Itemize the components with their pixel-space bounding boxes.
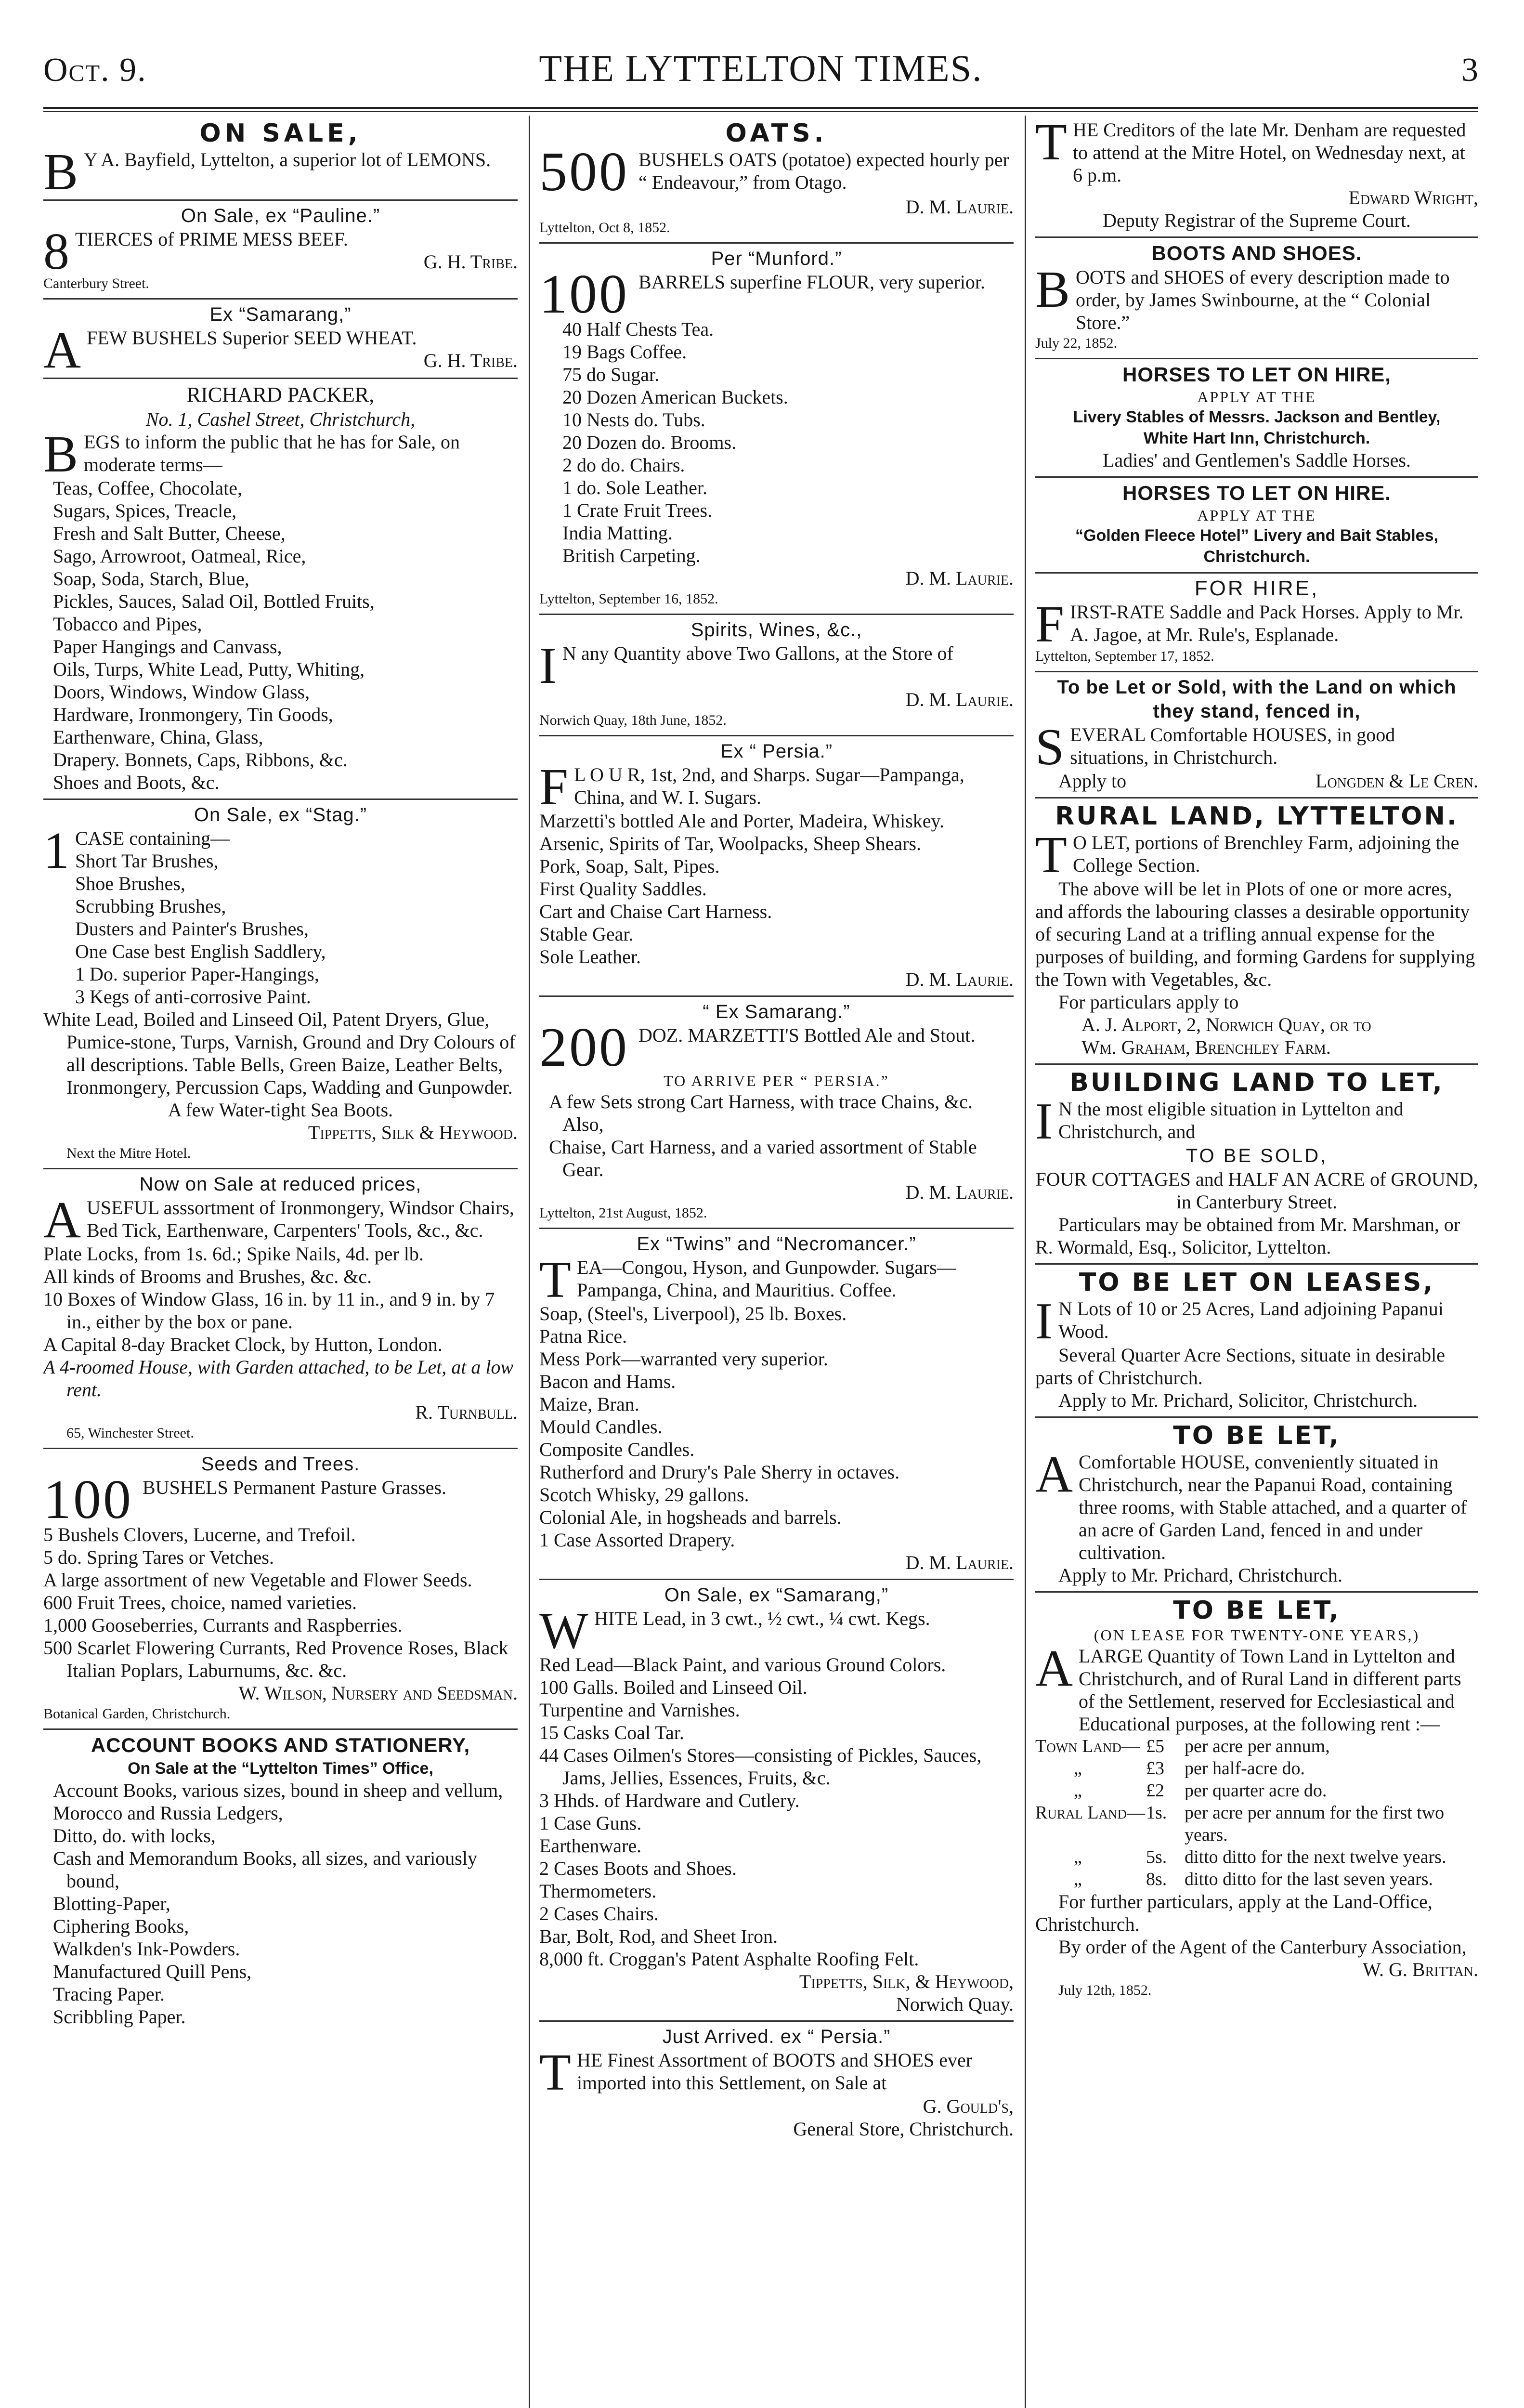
ad-line: Red Lead—Black Paint, and various Ground Colors. [539, 1654, 946, 1675]
drop-cap: T [539, 1251, 571, 1309]
rate-label: Town Land— [1035, 1736, 1140, 1756]
rate-desc: per half-acre do. [1185, 1758, 1305, 1779]
ad-text: N the most eligible situation in Lyttelton and Christchurch, and [1058, 1098, 1404, 1142]
ad-address: No. 1, Cashel Street, Christchurch, [145, 408, 416, 430]
ad-intro: BUSHELS Permanent Pasture Grasses. [143, 1477, 447, 1498]
drop-cap: 1 [43, 822, 69, 879]
ad-heading: Seeds and Trees. [201, 1453, 360, 1475]
ad-text: N Lots of 10 or 25 Acres, Land adjoining Papanui Wood. [1058, 1298, 1444, 1342]
drop-cap: A [1035, 1446, 1073, 1503]
ad-oats [539, 116, 1014, 244]
ad-twins-necromancer [539, 1229, 1014, 1580]
ad-for-hire [1035, 574, 1478, 672]
ad-text: Y A. Bayfield, Lyttelton, a superior lot of LEMONS. [84, 149, 491, 170]
list-item: Soap, Soda, Starch, Blue, [53, 568, 249, 589]
ad-ex-samarang [539, 997, 1014, 1229]
ad-intro: DOZ. MARZETTI'S Bottled Ale and Stout. [638, 1024, 976, 1046]
large-number: 100 [43, 1469, 133, 1531]
ad-date: July 12th, 1852. [1058, 1982, 1152, 1998]
ad-subheading: TO BE SOLD, [1185, 1145, 1328, 1166]
list-item: Hardware, Ironmongery, Tin Goods, [53, 704, 333, 725]
ad-lease-land [1035, 1593, 1478, 2005]
ad-line: Pork, Soap, Salt, Pipes. [539, 855, 720, 877]
ad-signature: D. M. Laurie. [905, 689, 1014, 710]
ad-line: 1,000 Gooseberries, Currants and Raspberries. [43, 1614, 403, 1636]
ad-signature: A. J. Alport, 2, Norwich Quay, or to [1081, 1014, 1371, 1035]
list-item: Morocco and Russia Ledgers, [53, 1802, 283, 1824]
ad-text: L O U R, 1st, 2nd, and Sharps. Sugar—Pampanga, China, and W. I. Sugars. [574, 764, 964, 808]
list-item: British Carpeting. [562, 545, 701, 566]
ad-line: 1 Case Assorted Drapery. [539, 1529, 735, 1551]
ad-address: General Store, Christchurch. [793, 2118, 1014, 2140]
column-3 [1035, 116, 1478, 2408]
notice-creditors [1035, 116, 1478, 238]
list-item: Manufactured Quill Pens, [53, 1961, 252, 1982]
ad-text: BUSHELS OATS (potatoe) expected hourly per “ Endeavour,” from Otago. [638, 149, 1009, 193]
ad-order: By order of the Agent of the Canterbury Association, [1058, 1936, 1467, 1958]
ad-subheading: On Sale at the “Lyttelton Times” Office, [128, 1759, 433, 1778]
table-row [1035, 1757, 1478, 1780]
ad-line: Bacon and Hams. [539, 1371, 676, 1392]
ad-intro: CASE containing— [75, 827, 230, 849]
ad-line: Stable Gear. [539, 923, 634, 945]
rate-label: „ [1074, 1758, 1082, 1779]
column-divider-2 [1025, 116, 1026, 2408]
drop-cap: F [539, 759, 569, 816]
ad-line: Bar, Bolt, Rod, and Sheet Iron. [539, 1925, 778, 1947]
rate-desc: per acre per annum for the first two years. [1185, 1803, 1445, 1845]
ad-signature: G. Gould's, [923, 2095, 1014, 2117]
column-divider-1 [529, 116, 530, 2408]
ad-line: 2 Cases Chairs. [539, 1903, 659, 1924]
ad-heading: “ Ex Samarang.” [703, 1001, 850, 1022]
ad-heading: FOR HIRE, [1194, 576, 1319, 600]
ad-intro: EGS to inform the public that he has for Sale, on moderate terms— [84, 431, 460, 475]
ad-text: IRST-RATE Saddle and Pack Horses. Apply to Mr. A. Jagoe, at Mr. Rule's, Esplanade. [1070, 601, 1464, 645]
list-item: Drapery. Bonnets, Caps, Ribbons, &c. [53, 749, 348, 771]
ad-body: Apply to Mr. Prichard, Solicitor, Christchurch. [1058, 1389, 1418, 1411]
ad-text: HITE Lead, in 3 cwt., ½ cwt., ¼ cwt. Kegs. [594, 1608, 930, 1629]
ad-line: 8,000 ft. Croggan's Patent Asphalte Roofing Felt. [539, 1948, 919, 1970]
list-item: Earthenware, China, Glass, [53, 726, 263, 748]
ad-body: Several Quarter Acre Sections, situate in desirable parts of Christchurch. [1035, 1344, 1446, 1388]
ad-line: Soap, (Steel's, Liverpool), 25 lb. Boxes. [539, 1303, 847, 1324]
large-number: 100 [539, 263, 629, 325]
ad-heading: HORSES TO LET ON HIRE. [1122, 482, 1391, 504]
ad-turnbull [43, 1169, 518, 1449]
list-item: India Matting. [562, 522, 673, 544]
list-item: 20 Dozen do. Brooms. [562, 432, 737, 453]
ad-line: White Hart Inn, Christchurch. [1143, 429, 1370, 447]
list-item: Ditto, do. with locks, [53, 1825, 216, 1846]
ad-line: 5 do. Spring Tares or Vetches. [43, 1546, 274, 1568]
ad-heading: BOOTS AND SHOES. [1151, 242, 1362, 264]
large-number: 200 [539, 1017, 629, 1078]
masthead [43, 47, 1478, 106]
ad-text: O LET, portions of Brenchley Farm, adjoining the College Section. [1072, 832, 1459, 876]
ad-heading: Now on Sale at reduced prices, [139, 1174, 422, 1195]
ad-line: 15 Casks Coal Tar. [539, 1722, 684, 1743]
ad-signature: D. M. Laurie. [905, 196, 1014, 218]
ad-line: Turpentine and Varnishes. [539, 1699, 740, 1721]
ad-signature: W. Wilson, Nursery and Seedsman. [238, 1682, 518, 1704]
drop-cap: I [539, 637, 557, 694]
ad-line: Sole Leather. [539, 946, 641, 968]
list-item: Sugars, Spices, Treacle, [53, 500, 237, 522]
ad-text: Comfortable HOUSE, conveniently situated in Christchurch, near the Papanui Road, containing three rooms, with Stable attached, and a quarter of an acre of Garden Land, fenced in and under cultivation. [1079, 1451, 1467, 1563]
drop-cap: I [1035, 1093, 1053, 1150]
ad-address: Botanical Garden, Christchurch. [43, 1706, 231, 1722]
ad-heading: Just Arrived. ex “ Persia.” [662, 2026, 891, 2047]
ad-samarang-lead [539, 1580, 1014, 2022]
ad-signature: G. H. Tribe. [423, 251, 518, 273]
list-item: 3 Kegs of anti-corrosive Paint. [75, 986, 311, 1008]
list-item: Shoes and Boots, &c. [53, 772, 220, 793]
ad-text: FEW BUSHELS Superior SEED WHEAT. [87, 327, 417, 349]
ad-building-land [1035, 1065, 1478, 1265]
newspaper-title: THE LYTTELTON TIMES. [539, 47, 983, 89]
ad-line: 44 Cases Oilmen's Stores—consisting of Pickles, Sauces, Jams, Jellies, Essences, Fruits, &c. [539, 1744, 982, 1789]
drop-cap: T [539, 2044, 571, 2101]
ad-line: All kinds of Brooms and Brushes, &c. &c. [43, 1266, 372, 1287]
ad-line: Maize, Bran. [539, 1393, 639, 1415]
drop-cap: A [1035, 1640, 1073, 1697]
ad-line: Mould Candles. [539, 1416, 663, 1438]
list-item: Oils, Turps, White Lead, Putty, Whiting, [53, 658, 365, 680]
large-number: 500 [539, 141, 629, 203]
ad-address: Norwich Quay. [896, 1993, 1014, 2015]
drop-cap: A [43, 322, 81, 379]
ad-heading: RURAL LAND, LYTTELTON. [1055, 802, 1459, 831]
list-item: 40 Half Chests Tea. [562, 318, 714, 340]
ad-signature: D. M. Laurie. [905, 1181, 1014, 1203]
list-item: Blotting-Paper, [53, 1893, 170, 1914]
ad-heading: OATS. [725, 119, 828, 148]
ad-text: HE Finest Assortment of BOOTS and SHOES ever imported into this Settlement, on Sale at [576, 2049, 973, 2094]
rate-desc: per quarter acre do. [1185, 1780, 1327, 1801]
drop-cap: W [539, 1602, 588, 1660]
ad-line: Plate Locks, from 1s. 6d.; Spike Nails, 4d. per lb. [43, 1243, 424, 1265]
ad-heading: TO BE LET ON LEASES, [1079, 1268, 1435, 1297]
ad-line: 3 Hhds. of Hardware and Cutlery. [539, 1790, 800, 1811]
ad-heading: Spirits, Wines, &c., [690, 619, 862, 641]
table-row [1035, 1802, 1478, 1846]
list-item: Fresh and Salt Butter, Cheese, [53, 523, 286, 544]
ad-account-books [43, 1730, 518, 2033]
ad-text: EA—Congou, Hyson, and Gunpowder. Sugars—Pampanga, China, and Mauritius. Coffee. [576, 1256, 956, 1301]
ad-line: Ladies' and Gentlemen's Saddle Horses. [1103, 449, 1411, 471]
ad-text: TIERCES of PRIME MESS BEEF. [75, 228, 348, 250]
rate-amount: £3 [1146, 1758, 1164, 1779]
ad-line: Composite Candles. [539, 1439, 695, 1460]
ad-spirits-wines [539, 615, 1014, 736]
ad-signature: D. M. Laurie. [905, 1552, 1014, 1573]
rate-label: „ [1074, 1869, 1082, 1889]
goods-list [43, 477, 518, 794]
ad-richard-packer [43, 379, 518, 800]
ad-subheading: (ON LEASE FOR TWENTY-ONE YEARS,) [1094, 1626, 1420, 1644]
list-item: Doors, Windows, Window Glass, [53, 681, 310, 703]
ad-line: Arsenic, Spirits of Tar, Woolpacks, Sheep Shears. [539, 833, 921, 854]
masthead-rule-thin [43, 111, 1478, 112]
ad-seeds-trees [43, 1449, 518, 1730]
ad-heading: On Sale, ex “Stag.” [194, 804, 367, 825]
list-item: Tracing Paper. [53, 1983, 165, 2005]
table-row [1035, 1780, 1478, 1802]
ad-heading: BUILDING LAND TO LET, [1069, 1068, 1444, 1097]
ad-further: For further particulars, apply at the Land-Office, Christchurch. [1035, 1891, 1433, 1935]
drop-cap: F [1035, 596, 1065, 653]
ad-heading: ON SALE, [199, 119, 362, 148]
ad-line: 500 Scarlet Flowering Currants, Red Provence Roses, Black Italian Poplars, Laburnums, &c. &c. [43, 1637, 508, 1681]
ad-address: 65, Winchester Street. [66, 1425, 194, 1441]
list-item: Walkden's Ink-Powders. [53, 1938, 240, 1960]
ad-line: “Golden Fleece Hotel” Livery and Bait Stables, [1075, 526, 1438, 545]
ad-address: Next the Mitre Hotel. [66, 1145, 191, 1161]
ad-text: HE Creditors of the late Mr. Denham are requested to attend at the Mitre Hotel, on Wednesday next, at 6 p.m. [1072, 119, 1466, 186]
ad-signature: D. M. Laurie. [905, 968, 1014, 990]
ad-date: Lyttelton, September 17, 1852. [1035, 648, 1214, 664]
list-item: Account Books, various sizes, bound in sheep and vellum, [53, 1780, 503, 1801]
ad-line: Christchurch. [1203, 548, 1310, 566]
ad-heading: On Sale, ex “Samarang,” [664, 1584, 889, 1606]
table-row [1035, 1735, 1478, 1757]
drop-cap: A [43, 1191, 81, 1249]
list-item: One Case best English Saddlery, [75, 941, 326, 962]
goods-list [539, 318, 1014, 567]
ad-heading: ACCOUNT BOOKS AND STATIONERY, [91, 1734, 470, 1756]
ad-house: A 4-roomed House, with Garden attached, to be Let, at a low rent. [43, 1356, 514, 1400]
list-item: 1 Do. superior Paper-Hangings, [75, 963, 319, 985]
ad-heading: Per “Munford.” [711, 248, 842, 269]
ad-apply: Apply to Mr. Prichard, Christchurch. [1058, 1564, 1342, 1586]
ad-line: Marzetti's bottled Ale and Porter, Madeira, Whiskey. [539, 810, 944, 832]
rate-amount: £2 [1146, 1780, 1164, 1801]
drop-cap: T [1035, 116, 1067, 171]
ad-signature: Tippetts, Silk, & Heywood, [799, 1971, 1014, 1992]
ad-subheading: APPLY AT THE [1197, 388, 1316, 406]
ad-boots-persia [539, 2022, 1014, 2145]
ad-line: Thermometers. [539, 1880, 657, 1902]
ad-arrive: TO ARRIVE PER “ PERSIA.” [664, 1072, 889, 1089]
ad-let-on-leases [1035, 1265, 1478, 1418]
ad-signature: W. G. Brittan. [1362, 1959, 1478, 1980]
ad-signature: Wm. Graham, Brenchley Farm. [1081, 1036, 1331, 1058]
rate-label: „ [1074, 1780, 1082, 1801]
list-item: 75 do Sugar. [562, 364, 660, 385]
ad-heading: To be Let or Sold, with the Land on which they stand, fenced in, [1057, 677, 1457, 722]
ad-body: White Lead, Boiled and Linseed Oil, Patent Dryers, Glue, Pumice-stone, Turps, Varnish, Ground and Dry Colours of all descriptions. Table Bells, Green Baize, Leather Belts, Ironmongery, Percussion Caps, Wadding and Gunpowder. [43, 1008, 516, 1098]
table-row [1035, 1868, 1478, 1890]
list-item: Teas, Coffee, Chocolate, [53, 477, 242, 499]
stationery-list [43, 1779, 518, 2028]
ad-body: The above will be let in Plots of one or more acres, and affords the labouring classes a desirable opportunity of securing Land at a trifling annual expense for the purposes of building, and forming Gardens for supplying the Town with Vegetables, &c. [1035, 878, 1475, 990]
ad-heading: TO BE LET, [1173, 1596, 1341, 1625]
ad-line: A large assortment of new Vegetable and Flower Seeds. [43, 1569, 472, 1591]
ad-heading: Ex “ Persia.” [720, 741, 833, 762]
ad-line: First Quality Saddles. [539, 878, 707, 900]
rate-label: Rural Land— [1035, 1803, 1146, 1823]
list-item: Sago, Arrowroot, Oatmeal, Rice, [53, 545, 306, 567]
ad-title: Deputy Registrar of the Supreme Court. [1103, 209, 1411, 231]
ad-houses-let-sold [1035, 672, 1478, 798]
ad-line: Mess Pork—warranted very superior. [539, 1348, 828, 1370]
ad-apply: For particulars apply to [1058, 991, 1239, 1013]
ad-line: 10 Boxes of Window Glass, 16 in. by 11 in., and 9 in. by 7 in., either by the box or pane. [43, 1288, 495, 1333]
rate-amount: £5 [1146, 1736, 1164, 1756]
ad-subheading: APPLY AT THE [1197, 507, 1316, 524]
ad-signature: D. M. Laurie. [905, 567, 1014, 589]
list-item: Short Tar Brushes, [75, 850, 219, 872]
ad-signature: R. Turnbull. [415, 1401, 518, 1423]
list-item: 20 Dozen American Buckets. [562, 386, 788, 408]
ad-line: Rutherford and Drury's Pale Sherry in octaves. [539, 1461, 900, 1483]
ad-signature: Edward Wright, [1348, 187, 1478, 209]
ad-line: Cart and Chaise Cart Harness. [539, 901, 772, 922]
ad-line: 1 Case Guns. [539, 1812, 642, 1834]
ad-date: July 22, 1852. [1035, 335, 1118, 351]
list-item: Scribbling Paper. [53, 2006, 186, 2028]
ad-extra: A few Water-tight Sea Boots. [168, 1099, 393, 1121]
column-2 [539, 116, 1014, 2408]
ad-lemons [43, 116, 518, 201]
list-item: Dusters and Painter's Brushes, [75, 918, 309, 940]
list-item: 19 Bags Coffee. [562, 341, 687, 363]
drop-cap: T [1035, 826, 1067, 884]
ad-house-to-let [1035, 1418, 1478, 1593]
list-item: Cash and Memorandum Books, all sizes, and variously bound, [53, 1847, 477, 1892]
rate-desc: per acre per annum, [1185, 1736, 1330, 1756]
list-item: 1 do. Sole Leather. [562, 477, 708, 498]
ad-munford [539, 244, 1014, 615]
ad-date: Lyttelton, Oct 8, 1852. [539, 220, 670, 236]
ad-date: Lyttelton, September 16, 1852. [539, 591, 718, 607]
rate-label: „ [1074, 1847, 1082, 1867]
ad-line: A Capital 8-day Bracket Clock, by Hutton, London. [43, 1334, 443, 1355]
drop-cap: B [43, 426, 78, 483]
ad-address: Canterbury Street. [43, 275, 149, 291]
table-row [1035, 1846, 1478, 1868]
list-item: Paper Hangings and Canvass, [53, 636, 282, 657]
ad-intro: USEFUL asssortment of Ironmongery, Windsor Chairs, Bed Tick, Earthenware, Carpenters' Tools, &c., &c. [87, 1197, 514, 1241]
ad-date: Norwich Quay, 18th June, 1852. [539, 712, 727, 728]
ad-samarang-wheat [43, 300, 518, 379]
ad-line: A few Sets strong Cart Harness, with trace Chains, &c. Also, [549, 1091, 973, 1135]
ad-date: Lyttelton, 21st August, 1852. [539, 1205, 707, 1221]
ad-line: 2 Cases Boots and Shoes. [539, 1858, 737, 1879]
list-item: 2 do do. Chairs. [562, 454, 685, 476]
list-item: 10 Nests do. Tubs. [562, 409, 705, 431]
page-number: 3 [1461, 52, 1478, 89]
masthead-rule [43, 107, 1478, 109]
ad-line: Scotch Whisky, 29 gallons. [539, 1484, 749, 1505]
list-item: Pickles, Sauces, Salad Oil, Bottled Fruits, [53, 590, 375, 612]
rate-amount: 1s. [1146, 1803, 1167, 1823]
ad-heading: Ex “Twins” and “Necromancer.” [637, 1233, 916, 1255]
drop-cap: B [1035, 261, 1070, 318]
ad-heading: RICHARD PACKER, [186, 383, 375, 406]
ad-signature: Tippetts, Silk & Heywood. [308, 1122, 518, 1143]
drop-cap: S [1035, 719, 1065, 776]
ad-text: N any Quantity above Two Gallons, at the Store of [562, 642, 953, 664]
rent-table [1035, 1735, 1478, 1890]
rate-desc: ditto ditto for the next twelve years. [1185, 1847, 1446, 1867]
ad-line: Colonial Ale, in hogsheads and barrels. [539, 1506, 842, 1528]
ad-horses-white-hart [1035, 359, 1478, 478]
list-item: Shoe Brushes, [75, 873, 185, 894]
column-1 [43, 116, 518, 2408]
ad-text: OOTS and SHOES of every description made to order, by James Swinbourne, at the “ Colonial Store.” [1076, 266, 1450, 333]
ad-horses-golden-fleece [1035, 478, 1478, 574]
ad-text: EVERAL Comfortable HOUSES, in good situations, in Christchurch. [1070, 724, 1395, 768]
ad-line: 5 Bushels Clovers, Lucerne, and Trefoil. [43, 1524, 356, 1545]
ad-heading: Ex “Samarang,” [209, 304, 352, 325]
ad-heading: HORSES TO LET ON HIRE, [1122, 363, 1391, 386]
ad-stag [43, 800, 518, 1169]
list-item: Tobacco and Pipes, [53, 613, 202, 635]
list-item: Ciphering Books, [53, 1915, 189, 1937]
ad-boots-shoes [1035, 238, 1478, 359]
ad-signature: Longden & Le Cren. [1316, 770, 1478, 792]
ad-signature: G. H. Tribe. [423, 350, 518, 371]
ad-line: FOUR COTTAGES and HALF AN ACRE of GROUND, in Canterbury Street. [1035, 1168, 1478, 1213]
ad-apply: Apply to [1058, 770, 1127, 792]
drop-cap: 8 [43, 223, 69, 280]
ad-line: Chaise, Cart Harness, and a varied assortment of Stable Gear. [549, 1136, 977, 1180]
ad-intro: BARRELS superfine FLOUR, very superior. [638, 271, 985, 293]
ad-line: 100 Galls. Boiled and Linseed Oil. [539, 1676, 808, 1698]
ad-line: 600 Fruit Trees, choice, named varieties. [43, 1592, 357, 1613]
ad-pauline-beef [43, 201, 518, 300]
drop-cap: I [1035, 1293, 1053, 1350]
drop-cap: B [43, 144, 78, 201]
ad-line: Earthenware. [539, 1835, 642, 1857]
rate-amount: 5s. [1146, 1847, 1167, 1867]
ad-heading: On Sale, ex “Pauline.” [181, 205, 380, 226]
issue-date: Oct. 9. [43, 52, 147, 89]
list-item: 1 Crate Fruit Trees. [562, 499, 713, 521]
ad-line: Patna Rice. [539, 1325, 627, 1347]
ad-text: LARGE Quantity of Town Land in Lyttelton and Christchurch, and of Rural Land in different parts of the Settlement, reserved for Ecclesiastical and Educational purposes, at the following rent :— [1079, 1645, 1461, 1735]
ad-rural-land [1035, 798, 1478, 1065]
ad-persia-flour [539, 736, 1014, 997]
ad-line: Livery Stables of Messrs. Jackson and Bentley, [1073, 408, 1441, 426]
rate-amount: 8s. [1146, 1869, 1167, 1889]
ad-heading: TO BE LET, [1173, 1421, 1341, 1450]
rate-desc: ditto ditto for the last seven years. [1185, 1869, 1433, 1889]
ad-body: Particulars may be obtained from Mr. Marshman, or R. Wormald, Esq., Solicitor, Lyttelton. [1035, 1214, 1460, 1258]
list-item: Scrubbing Brushes, [75, 895, 226, 917]
